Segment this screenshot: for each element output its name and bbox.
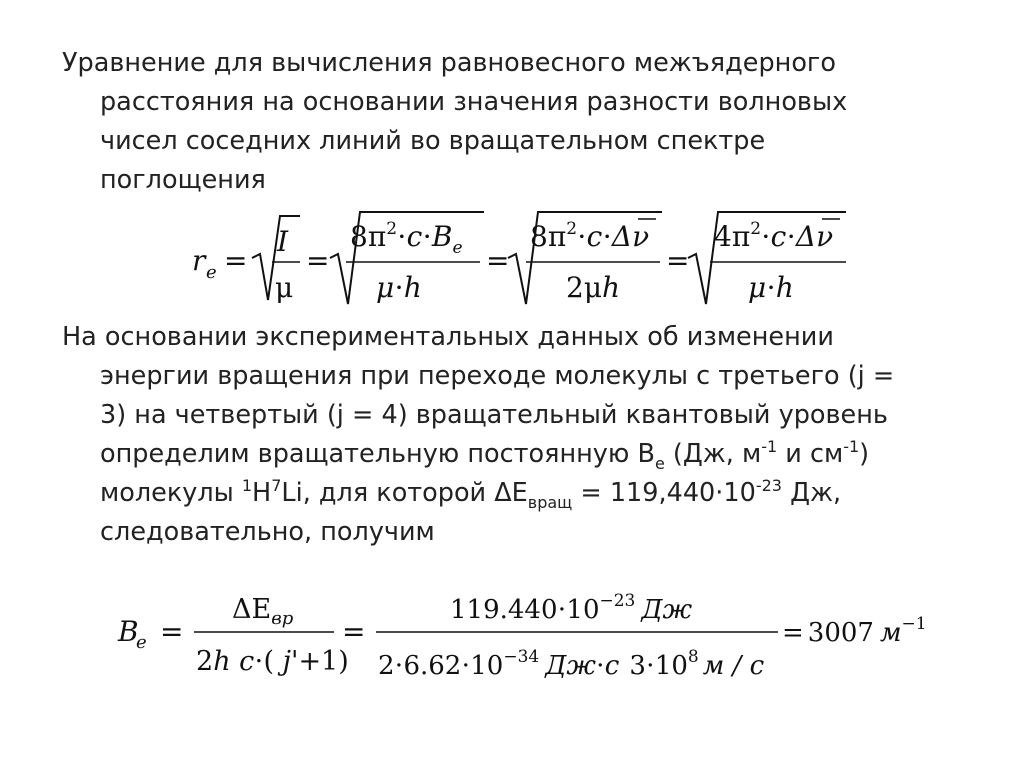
formula-lhs-B: B <box>118 615 139 648</box>
formula-lhs-sub: e <box>136 632 147 653</box>
fraction-numerator: $\Delta E_{вр}$ <box>232 594 294 629</box>
fraction-denominator: $2\cdot 6.62\cdot 10^{-34}$ Дж⋅с $3\cdot 10^8$ м / с <box>378 647 765 681</box>
text-line: молекулы $^1H^7Li$, для которой $\Delta E_{вращ} = 119,440\cdot 10^{-23}$ Дж, <box>100 476 842 512</box>
result-value: = 3007 $м^{-1}$ <box>782 614 927 648</box>
formula-lhs-sub: e <box>206 262 217 283</box>
fraction-denominator: μ⋅h <box>748 271 794 304</box>
text-line: 3) на четвертый (j = 4) вращательный квантовый уровень <box>100 400 888 430</box>
text-line: На основании экспериментальных данных об изменении <box>62 322 834 352</box>
text-line: расстояния на основании значения разности волновых <box>100 87 848 117</box>
fraction-numerator: $8\pi^2\cdot c\cdot\Delta\nu$ <box>530 219 650 253</box>
fraction-denominator: μ <box>275 271 294 304</box>
paragraph-experimental-data <box>62 318 962 552</box>
fraction-numerator: $4\pi^2\cdot c\cdot\Delta\nu$ <box>714 219 834 253</box>
fraction-numerator: I <box>277 225 289 258</box>
equals-sign: = <box>666 244 690 277</box>
formula-lhs-r: r <box>192 244 206 277</box>
fraction-denominator: 2μh <box>566 271 621 304</box>
fraction-denominator: 2h c⋅( j'+1) <box>196 646 349 677</box>
text-line: энергии вращения при переходе молекулы с третьего (j = <box>100 361 895 391</box>
text-line: Уравнение для вычисления равновесного межъядерного <box>62 48 836 78</box>
fraction-numerator: $119.440\cdot 10^{-23}$ Дж <box>450 591 693 625</box>
fraction-denominator: μ⋅h <box>376 271 422 304</box>
equals-sign: = <box>486 244 510 277</box>
text-line: следовательно, получим <box>100 517 435 547</box>
text-line: определим вращательную постоянную $B_e$ (Дж, $м^{-1}$ и $см^{-1}$) <box>100 437 870 473</box>
equals-sign: = <box>160 615 184 648</box>
fraction-numerator: $8\pi^2\cdot c\cdot B_e$ <box>350 219 463 258</box>
equals-sign: = <box>224 244 248 277</box>
equals-sign: = <box>342 615 366 648</box>
equals-sign: = <box>306 244 330 277</box>
text-line: чисел соседних линий во вращательном спектре <box>100 126 766 156</box>
text-line: поглощения <box>100 165 266 195</box>
formula-internuclear-distance <box>0 200 1024 320</box>
paragraph-equation-description <box>62 44 962 200</box>
formula-rotational-constant <box>0 588 1024 698</box>
